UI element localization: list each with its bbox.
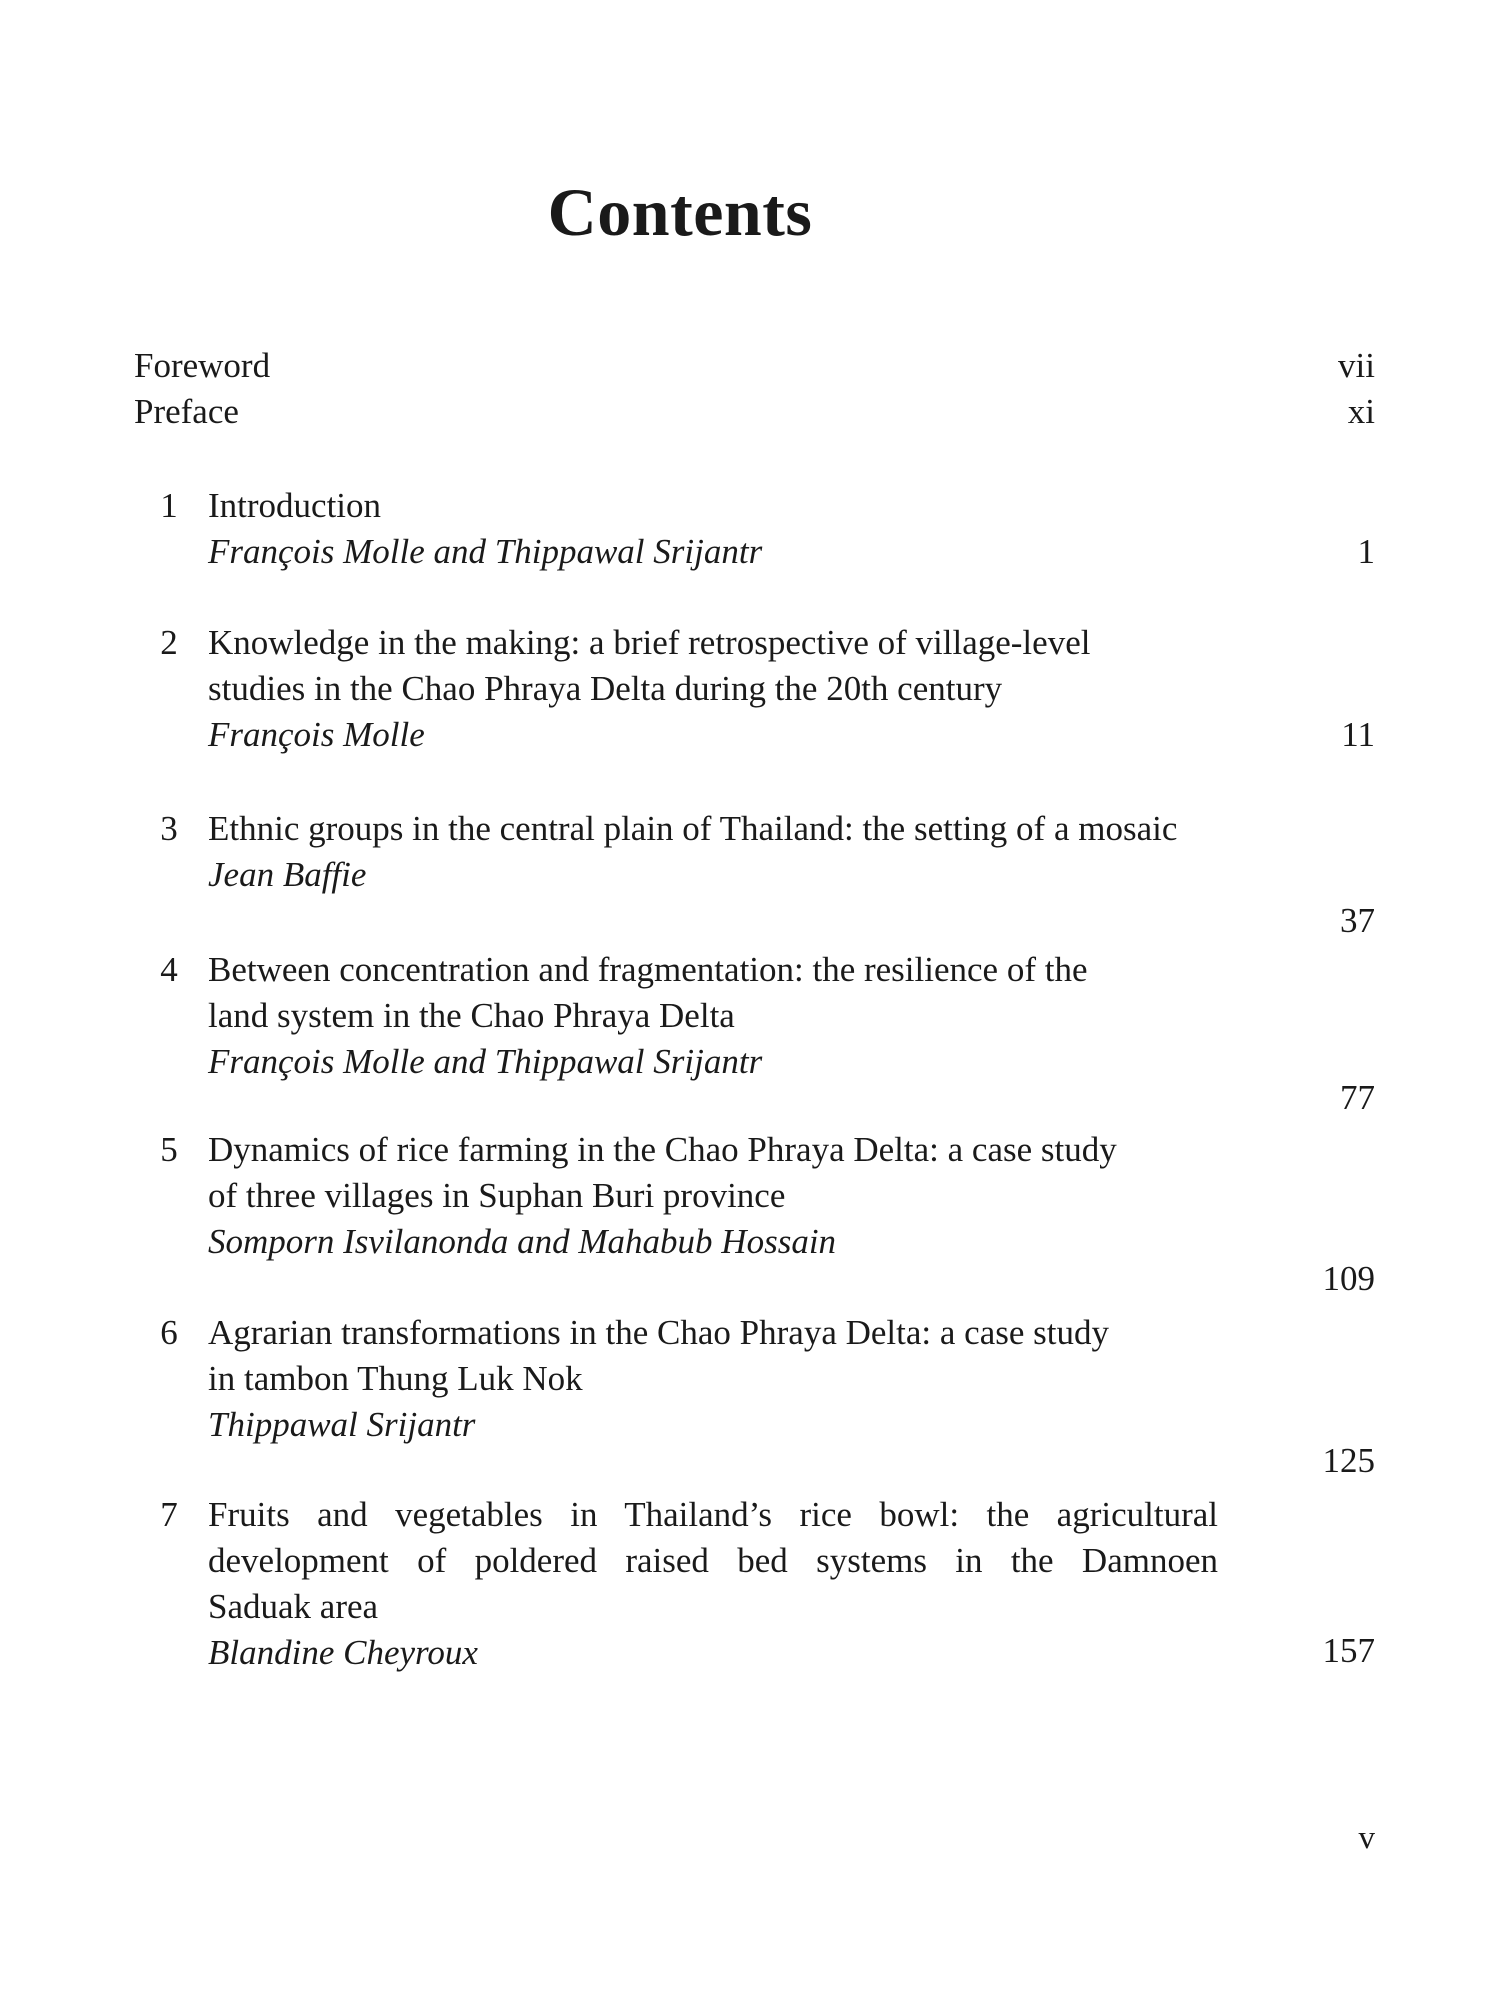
chapter-text <box>208 1127 1218 1265</box>
page-title: Contents <box>547 174 813 250</box>
chapter-page-number: 157 <box>1322 1631 1375 1670</box>
chapter-author: François Molle <box>208 715 425 754</box>
chapter-number: 7 <box>160 1495 178 1534</box>
chapter-title-line: development of poldered raised bed systems in the Damnoen <box>208 1541 1218 1580</box>
chapter-title-line: Fruits and vegetables in Thailand’s rice bowl: the agricultural <box>208 1495 1218 1534</box>
chapter-title-line: in tambon Thung Luk Nok <box>208 1359 583 1398</box>
front-matter-foreword-label: Foreword <box>134 346 271 385</box>
chapter-title-line: Knowledge in the making: a brief retrospective of village-level <box>208 623 1091 662</box>
chapter-title-line: studies in the Chao Phraya Delta during the 20th century <box>208 669 1003 708</box>
chapter-title-line: land system in the Chao Phraya Delta <box>208 996 735 1035</box>
chapter-text <box>208 806 1218 898</box>
chapter-number: 4 <box>160 950 178 989</box>
chapter-number: 2 <box>160 623 178 662</box>
chapter-page-number: 109 <box>1322 1259 1375 1298</box>
chapter-author: Somporn Isvilanonda and Mahabub Hossain <box>208 1222 837 1261</box>
chapter-number: 3 <box>160 809 178 848</box>
page-folio: v <box>1358 1820 1375 1856</box>
front-matter-foreword-page: vii <box>1338 346 1375 385</box>
chapter-number: 6 <box>160 1313 178 1352</box>
chapter-number: 5 <box>160 1130 178 1169</box>
chapter-page-number: 37 <box>1340 901 1375 940</box>
chapter-author: François Molle and Thippawal Srijantr <box>208 532 763 571</box>
chapter-author: Blandine Cheyroux <box>208 1633 478 1672</box>
chapter-page-number: 77 <box>1340 1078 1375 1117</box>
chapter-number: 1 <box>160 486 178 525</box>
chapter-author: François Molle and Thippawal Srijantr <box>208 1042 763 1081</box>
chapter-page-number: 1 <box>1357 532 1375 571</box>
chapter-title-line: Dynamics of rice farming in the Chao Phraya Delta: a case study <box>208 1130 1117 1169</box>
chapter-title-line: Between concentration and fragmentation: the resilience of the <box>208 950 1088 989</box>
chapter-title-line: of three villages in Suphan Buri province <box>208 1176 786 1215</box>
chapter-page-number: 11 <box>1341 715 1375 754</box>
chapter-text <box>208 1310 1218 1448</box>
chapter-text <box>208 620 1218 758</box>
chapter-text <box>208 483 1218 575</box>
chapter-title-line: Saduak area <box>208 1587 379 1626</box>
chapter-title-line: Introduction <box>208 486 382 525</box>
chapter-title-line: Agrarian transformations in the Chao Phraya Delta: a case study <box>208 1313 1109 1352</box>
front-matter-preface-label: Preface <box>134 392 239 431</box>
chapter-text <box>208 947 1218 1085</box>
chapter-title-line: Ethnic groups in the central plain of Thailand: the setting of a mosaic <box>208 809 1178 848</box>
chapter-text <box>208 1492 1218 1676</box>
chapter-page-number: 125 <box>1322 1441 1375 1480</box>
chapter-author: Jean Baffie <box>208 855 367 894</box>
front-matter-preface-page: xi <box>1347 392 1375 431</box>
chapter-author: Thippawal Srijantr <box>208 1405 476 1444</box>
